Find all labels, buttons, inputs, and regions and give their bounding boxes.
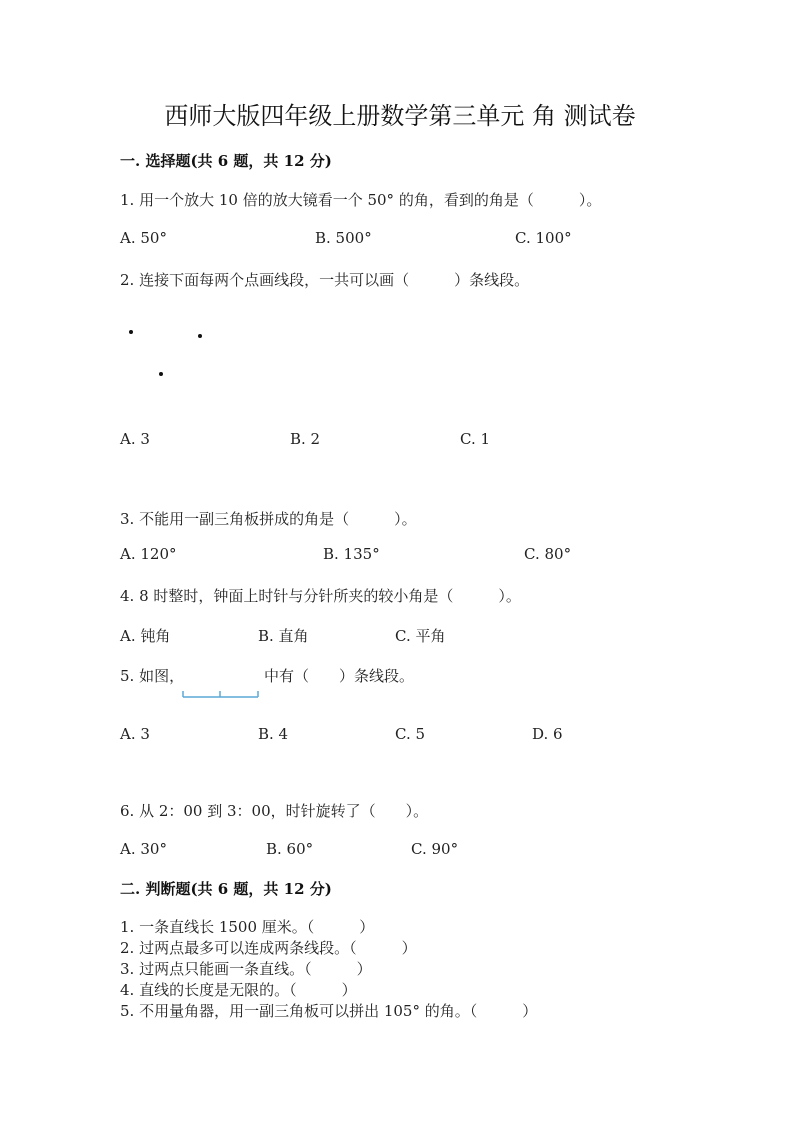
section-heading-choice: 一. 选择题(共 6 题，共 12 分): [120, 152, 332, 170]
q3-option-c[interactable]: C. 80°: [524, 545, 572, 563]
question-4: 4. 8 时整时，钟面上时针与分针所夹的较小角是（ ）。: [120, 587, 521, 605]
page-title: 西师大版四年级上册数学第三单元 角 测试卷: [164, 102, 636, 130]
section-heading-judgement: 二. 判断题(共 6 题，共 12 分): [120, 880, 332, 898]
judge-item-5: 5. 不用量角器，用一副三角板可以拼出 105° 的角。（ ）: [120, 1002, 538, 1020]
line-segment-figure: [178, 686, 264, 702]
question-3: 3. 不能用一副三角板拼成的角是（ ）。: [120, 510, 417, 528]
q2-option-b[interactable]: B. 2: [290, 430, 321, 448]
q3-option-b[interactable]: B. 135°: [323, 545, 380, 563]
q2-option-c[interactable]: C. 1: [460, 430, 491, 448]
judge-item-3: 3. 过两点只能画一条直线。（ ）: [120, 960, 372, 978]
q2-option-a[interactable]: A. 3: [120, 430, 150, 448]
question-5-prefix: 5. 如图，: [120, 667, 185, 685]
question-2: 2. 连接下面每两个点画线段，一共可以画（ ）条线段。: [120, 271, 530, 289]
q4-option-b[interactable]: B. 直角: [258, 627, 309, 645]
q4-option-a[interactable]: A. 钝角: [120, 627, 171, 645]
q5-option-b[interactable]: B. 4: [258, 725, 289, 743]
question-5-suffix: 中有（ ）条线段。: [264, 667, 415, 685]
q1-option-a[interactable]: A. 50°: [120, 229, 167, 247]
q6-option-b[interactable]: B. 60°: [266, 840, 314, 858]
q5-option-c[interactable]: C. 5: [395, 725, 426, 743]
point-dot: [159, 372, 163, 376]
q4-option-c[interactable]: C. 平角: [395, 627, 446, 645]
judge-item-4: 4. 直线的长度是无限的。（ ）: [120, 981, 357, 999]
judge-item-1: 1. 一条直线长 1500 厘米。（ ）: [120, 918, 375, 936]
q3-option-a[interactable]: A. 120°: [120, 545, 177, 563]
question-1: 1. 用一个放大 10 倍的放大镜看一个 50° 的角，看到的角是（ ）。: [120, 191, 602, 209]
q1-option-c[interactable]: C. 100°: [515, 229, 572, 247]
point-dot: [198, 334, 202, 338]
question-6: 6. 从 2：00 到 3：00，时针旋转了（ ）。: [120, 802, 429, 820]
q1-option-b[interactable]: B. 500°: [315, 229, 372, 247]
q5-option-a[interactable]: A. 3: [120, 725, 150, 743]
q5-option-d[interactable]: D. 6: [532, 725, 563, 743]
point-dot: [129, 330, 133, 334]
q6-option-c[interactable]: C. 90°: [411, 840, 459, 858]
q6-option-a[interactable]: A. 30°: [120, 840, 167, 858]
judge-item-2: 2. 过两点最多可以连成两条线段。（ ）: [120, 939, 417, 957]
